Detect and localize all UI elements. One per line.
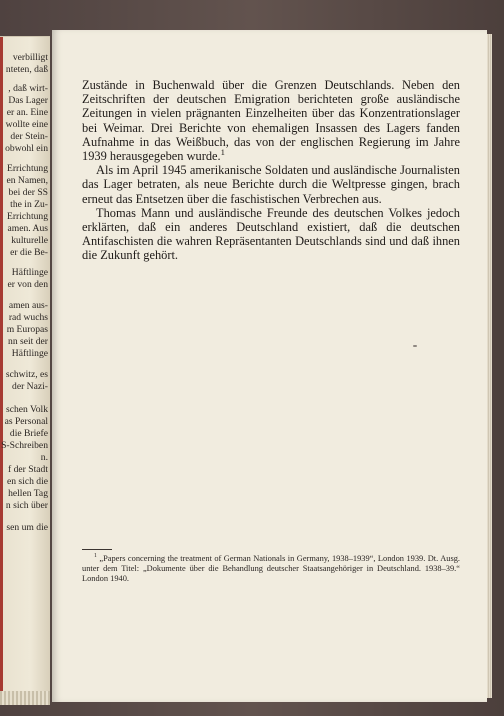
left-page-line: kulturelle xyxy=(11,235,48,246)
left-page-line: hellen Tag xyxy=(8,488,48,499)
cover-edge xyxy=(0,37,3,705)
left-page-line: er die Be- xyxy=(10,247,48,258)
left-page-line: en sich die xyxy=(6,476,48,487)
page-stack-edge xyxy=(487,34,492,698)
left-page-line: nn seit der xyxy=(8,336,48,347)
left-page-line: rad wuchs xyxy=(8,312,48,323)
left-page-line: schen Volk xyxy=(5,404,48,415)
footnote-rule xyxy=(82,549,112,550)
left-page-line: die Briefe xyxy=(9,428,48,439)
left-page-line: der Nazi- xyxy=(12,381,48,392)
footnote xyxy=(82,554,460,584)
paragraph-3: Thomas Mann und ausländische Freunde des deutschen Volkes jedoch erklärten, daß ein anderes Deutschland existiert, daß die deutschen Antifaschisten die wahren Repräsentanten Deutschlands sind und daß ihnen die Zukunft gehört. xyxy=(82,205,460,263)
left-page-line: S-Schreiben xyxy=(1,440,48,451)
left-page-line: amen. Aus xyxy=(7,223,48,234)
left-page-line: amen aus- xyxy=(8,300,48,311)
left-page-line: , daß wirt- xyxy=(8,83,48,94)
left-page-line: f der Stadt xyxy=(8,464,48,475)
paragraph-2: Als im April 1945 amerikanische Soldaten und ausländische Journalisten das Lager betraten, als neue Berichte durch die Weltpresse gingen, brach erneut das Entsetzen über die faschistischen Verbrechen aus. xyxy=(82,163,460,206)
left-page-line: bei der SS xyxy=(8,187,48,198)
margin-mark xyxy=(413,345,417,347)
left-page-line: Häftlinge xyxy=(11,267,48,278)
left-page-line: nteten, daß xyxy=(5,64,48,75)
footnote-marker: 1 xyxy=(94,553,97,560)
left-page-line: n sich über xyxy=(5,500,48,511)
left-page-line: en Namen, xyxy=(6,175,48,186)
page-edge-fray xyxy=(0,691,50,705)
left-page-line: Das Lager xyxy=(8,95,48,106)
left-page-line: Errichtung xyxy=(6,211,48,222)
paragraph-1-text: Zustände in Buchenwald über die Grenzen Deutschlands. Neben den Zeitschriften der deutschen Emigration berichteten große ausländische Zeitungen in vielen prägnanten Einzelheiten über das Konzentrationslager bei Weimar. Drei Berichte von ehemaligen Insassen des Lagers fanden Aufnahme in das Weißbuch, das von der englischen Regierung im Jahre 1939 herausgegeben wurde. xyxy=(82,78,460,164)
left-page-line: Häftlinge xyxy=(11,348,48,359)
footnote-ref: 1 xyxy=(220,146,225,157)
left-page-line: schwitz, es xyxy=(5,369,48,380)
left-page-line: Errichtung xyxy=(6,163,48,174)
left-page-line: obwohl ein xyxy=(5,143,48,154)
left-page-line: wollte eine xyxy=(5,119,48,130)
left-page-line: the in Zu- xyxy=(10,199,48,210)
paragraph-1 xyxy=(82,78,460,163)
left-page-line: as Personal xyxy=(4,416,48,427)
left-facing-page xyxy=(0,36,50,705)
left-page-line: sen um die xyxy=(6,522,48,533)
footnote-text: „Papers concerning the treatment of German Nationals in Germany, 1938–1939“, London 1939. Dt. Ausg. unter dem Titel: „Dokumente über die Behandlung deutscher Staatsangehöriger in Deutschland. 1938–39.“ London 1940. xyxy=(82,554,460,583)
left-page-line: m Europas xyxy=(6,324,48,335)
left-page-line: er von den xyxy=(7,279,48,290)
body-text xyxy=(82,78,460,263)
left-page-line: der Stein- xyxy=(10,131,48,142)
left-page-line: verbilligt xyxy=(12,52,48,63)
left-page-line: er an. Eine xyxy=(6,107,48,118)
main-page xyxy=(52,30,487,702)
left-page-line: n. xyxy=(40,452,48,463)
